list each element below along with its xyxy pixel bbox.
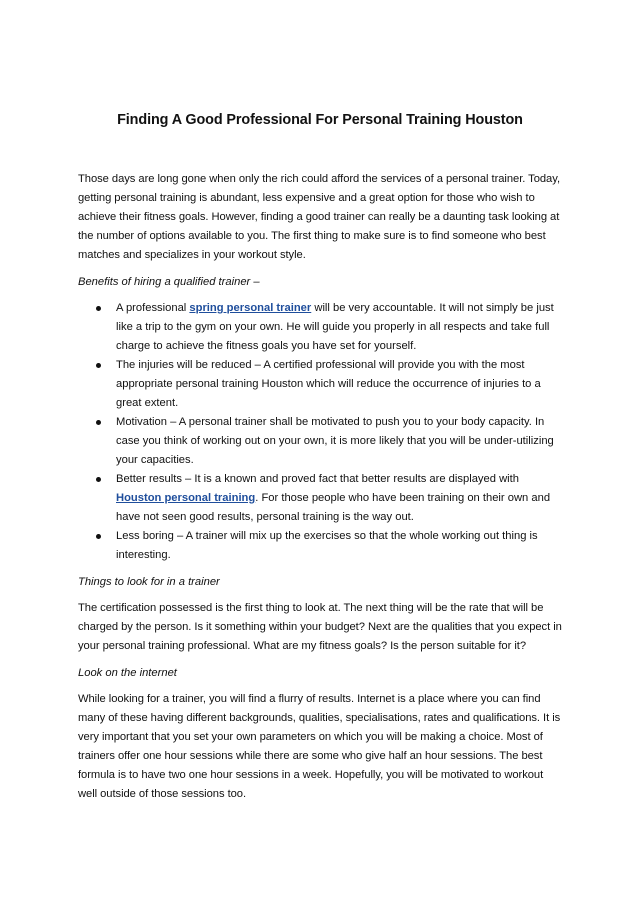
benefit-item-2 [78,356,562,413]
things-paragraph: The certification possessed is the first thing to look at. The next thing will be the rate that will be charged by the person. Is it something within your budget? Next are the qualities that you expect in your personal training professional. What are my fitness goals? Is the person suitable for it? [78,602,562,652]
benefit-text: Less boring – A trainer will mix up the exercises so that the whole working out thing is interesting. [116,530,538,561]
benefit-text: . For those people who have been training on their own and have not seen good results, personal training is the way out. [116,492,551,523]
bullet-icon [96,534,101,539]
benefit-text: will be very accountable. It will not simply be just like a trip to the gym on your own. He will guide you properly in all respects and take full charge to achieve the fitness goals you have set for yourself. [116,302,554,352]
benefit-item-5 [78,527,562,565]
bullet-icon [96,363,101,368]
benefit-text: Better results – It is a known and proved fact that better results are displayed with [116,473,519,485]
benefit-item-1 [78,299,562,356]
internet-paragraph: While looking for a trainer, you will find a flurry of results. Internet is a place where you can find many of these having different backgrounds, qualities, specialisations, rates and qualifications. It is very important that you set your own parameters on which you will be making a choice. Most of trainers offer one hour sessions while there are some who give half an hour sessions. The best formula is to have two one hour sessions in a week. Hopefully, you will be motivated to workout well outside of those sessions too. [78,693,561,800]
benefit-text: A professional [116,302,190,314]
houston-personal-training-link[interactable]: Houston personal training [116,492,256,504]
document-title: Finding A Good Professional For Personal Training Houston [117,112,523,128]
benefits-heading: Benefits of hiring a qualified trainer – [78,276,260,288]
bullet-icon [96,306,101,311]
benefit-text: The injuries will be reduced – A certified professional will provide you with the most appropriate personal training Houston which will reduce the occurrence of injuries to a great extent. [116,359,541,409]
spring-personal-trainer-link[interactable]: spring personal trainer [189,302,312,314]
benefit-text: Motivation – A personal trainer shall be motivated to push you to your body capacity. In case you think of working out on your own, it is more likely that you will be under-utilizing your capacities. [116,416,554,466]
bullet-icon [96,477,101,482]
benefits-list [78,299,562,565]
benefit-item-3 [78,413,562,470]
benefit-item-4 [78,470,562,527]
internet-heading: Look on the internet [78,667,177,679]
bullet-icon [96,420,101,425]
intro-paragraph: Those days are long gone when only the rich could afford the services of a personal trainer. Today, getting personal training is abundant, less expensive and a great option for those who wish to achieve their fitness goals. However, finding a good trainer can really be a daunting task looking at the number of options available to you. The first thing to make sure is to find someone who best matches and specializes in your workout style. [78,173,560,261]
things-heading: Things to look for in a trainer [78,576,220,588]
